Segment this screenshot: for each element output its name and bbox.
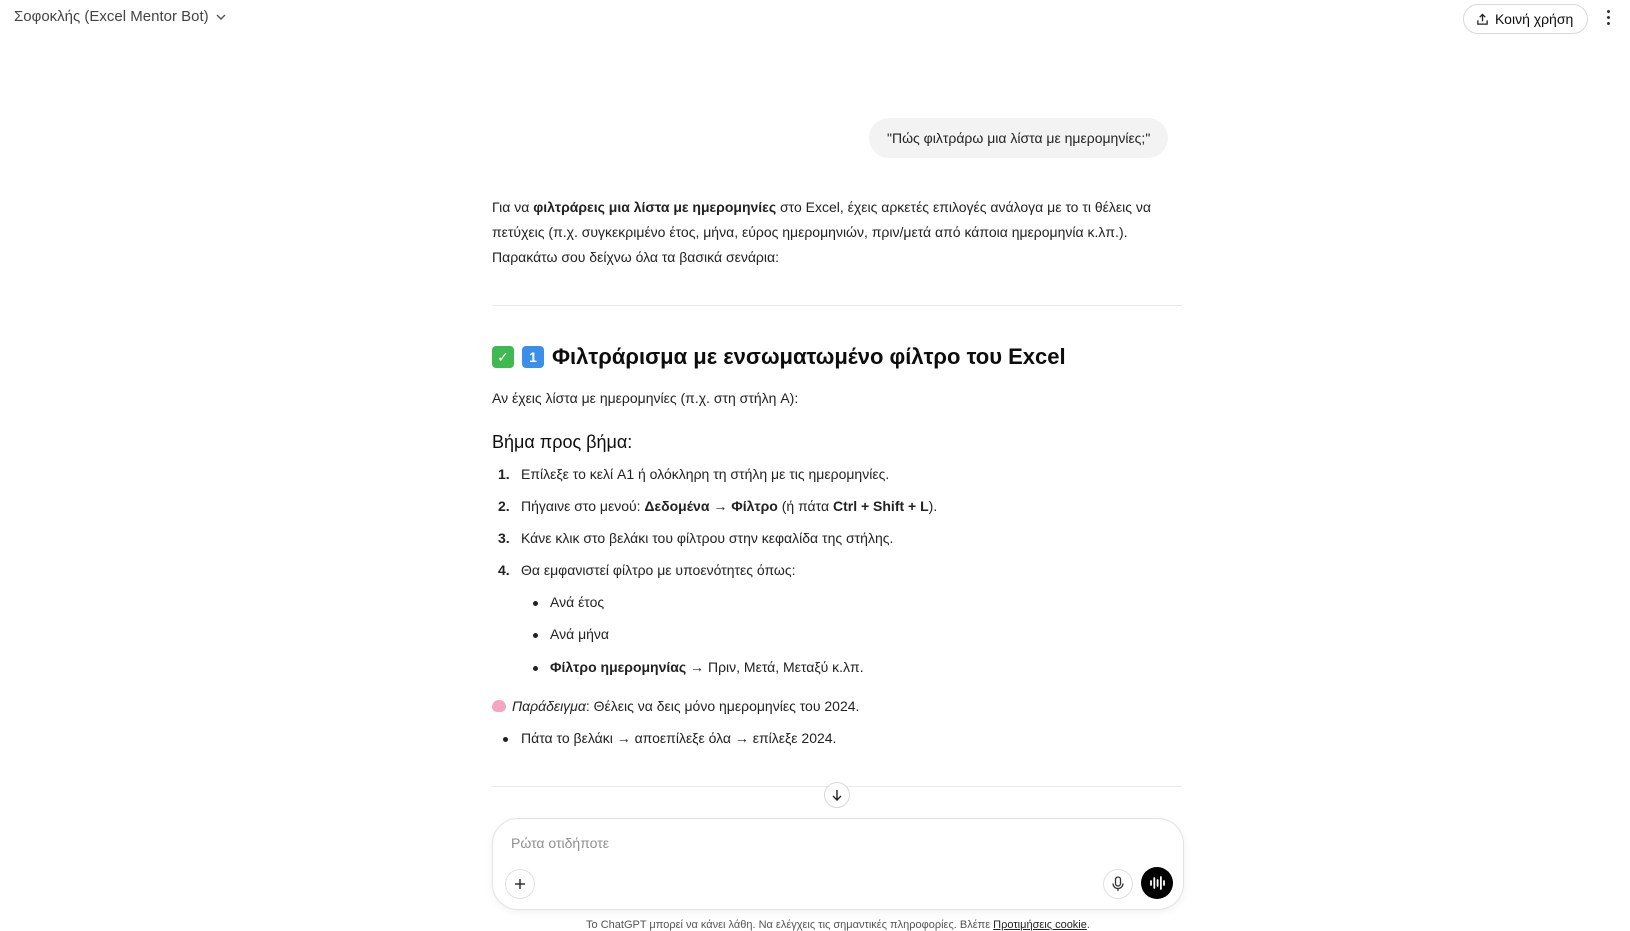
example-text: : Θέλεις να δεις μόνο ημερομηνίες του 2024. [585,698,860,714]
divider [492,305,1182,306]
brain-emoji-icon [492,700,506,712]
disclaimer-text: Το ChatGPT μπορεί να κάνει λάθη. Να ελέγχεις τις σημαντικές πληροφορίες. Βλέπε [586,919,994,931]
user-message: "Πώς φιλτράρω μια λίστα με ημερομηνίες;" [869,118,1168,158]
step-number: 4. [498,562,510,578]
chevron-down-icon [215,11,227,23]
step-text-bold: Δεδομένα → Φίλτρο [644,498,778,514]
list-item: Ανά έτος [550,594,605,610]
step-text-post: ). [928,498,938,514]
step-number: 2. [498,498,510,514]
step-text-pre: Πήγαινε στο μενού: [521,498,645,514]
example-line [492,698,859,714]
top-bar [0,0,1630,36]
dictate-button[interactable] [1103,869,1133,899]
voice-wave-icon [1149,876,1165,890]
section-heading [492,344,1066,370]
prompt-input[interactable] [509,831,1153,855]
add-attachment-button[interactable] [505,869,535,899]
check-emoji-icon: ✓ [492,346,514,368]
plus-icon [513,877,527,891]
step-number: 3. [498,530,510,546]
composer [492,818,1184,910]
step-number: 1. [498,466,510,482]
steps-heading: Βήμα προς βήμα: [492,432,633,452]
bullet [533,666,538,671]
kebab-icon[interactable] [1600,8,1616,28]
intro-bold: φιλτράρεις μια λίστα με ημερομηνίες [533,199,777,215]
list-item: Ανά μήνα [550,626,610,642]
list-item-rest: Πριν, Μετά, Μεταξύ κ.λπ. [704,659,864,675]
intro-text: Για να [492,199,534,215]
example-bullet: Πάτα το βελάκι → αποεπίλεξε όλα → επίλεξε 2024. [521,730,837,746]
step-text: Επίλεξε το κελί A1 ή ολόκληρη τη στήλη με τις ημερομηνίες. [521,466,890,482]
step-text-mid: (ή πάτα [777,498,833,514]
example-label: Παράδειγμα [512,698,586,714]
share-icon [1476,13,1489,26]
list-item [550,659,864,675]
step-text [521,498,937,514]
intro-line-3: Παρακάτω σου δείχνω όλα τα βασικά σενάρια: [492,249,779,265]
disclaimer-end: . [1086,919,1090,931]
bullet [503,737,508,742]
cookie-preferences-link[interactable]: Προτιμήσεις cookie [993,919,1087,931]
answer-intro [492,195,1182,270]
bullet [533,633,538,638]
section-intro: Αν έχεις λίστα με ημερομηνίες (π.χ. στη στήλη A): [492,390,799,406]
share-button[interactable] [1463,4,1588,34]
section-title: Φιλτράρισμα με ενσωματωμένο φίλτρο του Excel [552,344,1066,369]
keycap-one-emoji-icon: 1 [522,346,544,368]
disclaimer [0,919,1630,931]
mic-icon [1111,876,1125,892]
step-text: Κάνε κλικ στο βελάκι του φίλτρου στην κεφαλίδα της στήλης. [521,530,894,546]
model-selector[interactable] [14,8,227,25]
step-text-shortcut: Ctrl + Shift + L [832,498,929,514]
intro-line-2: πετύχεις (π.χ. συγκεκριμένο έτος, μήνα, εύρος ημερομηνιών, πριν/μετά από κάποια ημερομηνία κ.λπ.). [492,224,1128,240]
model-title: Σοφοκλής (Excel Mentor Bot) [14,8,209,25]
bullet [533,601,538,606]
scroll-down-button[interactable] [824,782,850,808]
intro-text-rest: στο Excel, έχεις αρκετές επιλογές ανάλογα με το τι θέλεις να [776,199,1151,215]
voice-mode-button[interactable] [1141,867,1173,899]
list-item-bold: Φίλτρο ημερομηνίας → [550,659,705,675]
step-text: Θα εμφανιστεί φίλτρο με υποενότητες όπως: [521,562,796,578]
share-label: Κοινή χρήση [1495,11,1574,27]
arrow-down-icon [830,788,844,802]
